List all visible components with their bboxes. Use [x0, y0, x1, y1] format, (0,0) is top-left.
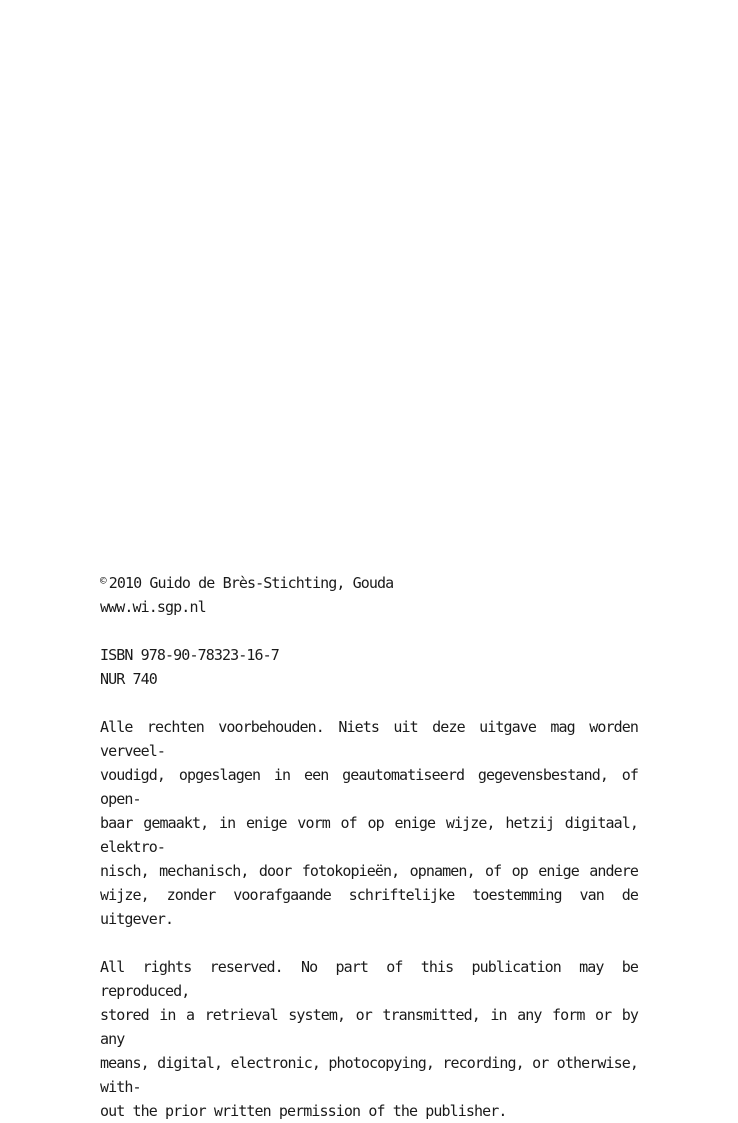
spacer	[100, 619, 638, 643]
rights-notice-english	[100, 955, 638, 1123]
nur-code: NUR 740	[100, 670, 157, 688]
copyright-line	[100, 569, 638, 595]
copyright-symbol: ©	[100, 574, 106, 587]
colophon	[100, 569, 638, 1123]
spacer	[100, 691, 638, 715]
spacer	[100, 931, 638, 955]
rights-en-line: out the prior written permission of the publisher.	[100, 1102, 507, 1120]
rights-nl-line: wijze, zonder voorafgaande schriftelijke toestemming van de uitgever.	[100, 886, 638, 928]
rights-en-line: means, digital, electronic, photocopying, recording, or otherwise, with-	[100, 1054, 638, 1096]
website-link[interactable]: www.wi.sgp.nl	[100, 598, 206, 616]
rights-nl-line: Alle rechten voorbehouden. Niets uit deze uitgave mag worden verveel-	[100, 718, 638, 760]
rights-nl-line: nisch, mechanisch, door fotokopieën, opnamen, of op enige andere	[100, 862, 638, 880]
rights-en-line: All rights reserved. No part of this publication may be reproduced,	[100, 958, 638, 1000]
rights-nl-line: voudigd, opgeslagen in een geautomatiseerd gegevensbestand, of open-	[100, 766, 638, 808]
rights-notice-dutch	[100, 715, 638, 931]
isbn-number: ISBN 978-90-78323-16-7	[100, 646, 279, 664]
rights-en-line: stored in a retrieval system, or transmitted, in any form or by any	[100, 1006, 638, 1048]
copyright-text: 2010 Guido de Brès-Stichting, Gouda	[108, 574, 394, 592]
rights-nl-line: baar gemaakt, in enige vorm of op enige wijze, hetzij digitaal, elektro-	[100, 814, 638, 856]
